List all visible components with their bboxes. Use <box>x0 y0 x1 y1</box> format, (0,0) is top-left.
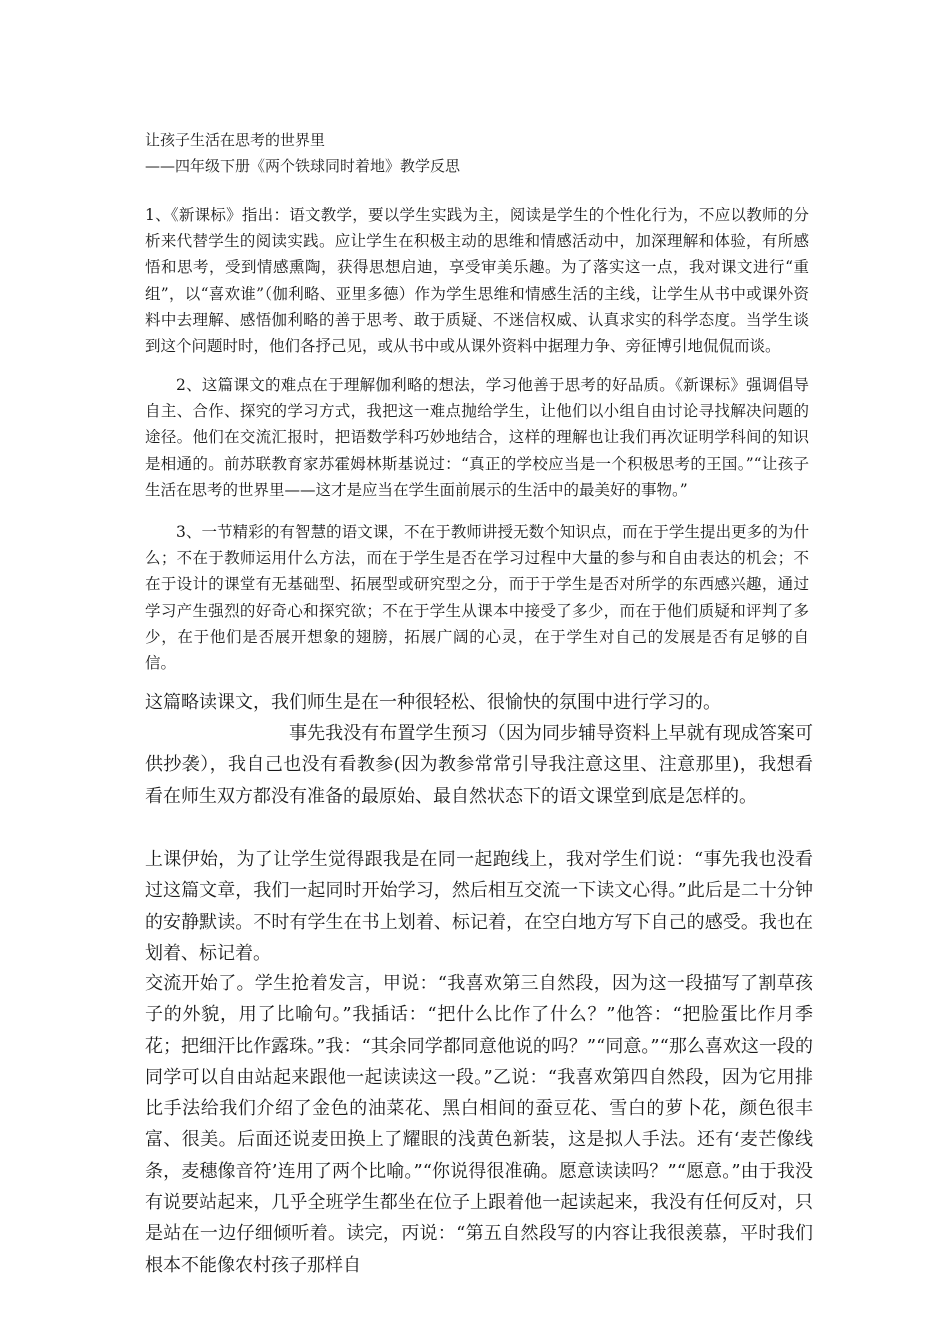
reflection-point-1: 1、《新课标》指出：语文教学，要以学生实践为主，阅读是学生的个性化行为，不应以教师的分析来代替学生的阅读实践。应让学生在积极主动的思维和情感活动中，加深理解和体验，有所感悟和思考，受到情感熏陶，获得思想启迪，享受审美乐趣。为了落实这一点，我对课文进行“重组”，以“喜欢谁”（伽利略、亚里多德）作为学生思维和情感生活的主线，让学生从书中或课外资料中去理解、感悟伽利略的善于思考、敢于质疑、不迷信权威、认真求实的科学态度。当学生谈到这个问题时时，他们各抒己见，或从书中或从课外资料中据理力争、旁征博引地侃侃而谈。 <box>145 206 809 356</box>
reflection-point-2: 2、这篇课文的难点在于理解伽利略的想法，学习他善于思考的好品质。《新课标》强调倡导自主、合作、探究的学习方式，我把这一难点抛给学生，让他们以小组自由讨论寻找解决问题的途径。他们在交流汇报时，把语数学科巧妙地结合，这样的理解也让我们再次证明学科间的知识是相通的。前苏联教育家苏霍姆林斯基说过：“真正的学校应当是一个积极思考的王国。”“让孩子生活在思考的世界里——这才是应当在学生面前展示的生活中的最美好的事物。” <box>145 376 809 499</box>
body-paragraph: 上课伊始，为了让学生觉得跟我是在同一起跑线上，我对学生们说：“事先我也没看过这篇文章，我们一起同时开始学习，然后相互交流一下读文心得。”此后是二十分钟的安静默读。不时有学生在书上划着、标记着，在空白地方写下自己的感受。我也在划着、标记着。 <box>145 849 813 964</box>
document-title: 让孩子生活在思考的世界里 <box>145 131 326 149</box>
body-paragraph: 交流开始了。学生抢着发言，甲说：“我喜欢第三自然段，因为这一段描写了割草孩子的外貌，用了比喻句。”我插话：“把什么比作了什么？”他答：“把脸蛋比作月季花；把细汗比作露珠。”我：“其余同学都同意他说的吗？”“同意。”“那么喜欢这一段的同学可以自由站起来跟他一起读读这一段。”乙说：“我喜欢第四自然段，因为它用排比手法给我们介绍了金色的油菜花、黑白相间的蚕豆花、雪白的萝卜花，颜色很丰富、很美。后面还说麦田换上了耀眼的浅黄色新装，这是拟人手法。还有‘麦芒像线条，麦穗像音符’连用了两个比喻。”“你说得很准确。愿意读读吗？”“愿意。”由于我没有说要站起来，几乎全班学生都坐在位子上跟着他一起读起来，我没有任何反对，只是站在一边仔细倾听着。读完，丙说：“第五自然段写的内容让我很羡慕，平时我们根本不能像农村孩子那样自 <box>145 973 813 1276</box>
document-subtitle: ——四年级下册《两个铁球同时着地》教学反思 <box>145 157 461 175</box>
body-paragraph: 这篇略读课文，我们师生是在一种很轻松、很愉快的氛围中进行学习的。 <box>145 692 721 713</box>
body-paragraph: 事先我没有布置学生预习（因为同步辅导资料上早就有现成答案可供抄袭），我自己也没有看教参(因为教参常常引导我注意这里、注意那里)，我想看看在师生双方都没有准备的最原始、最自然状态下的语文课堂到底是怎样的。 <box>145 723 813 807</box>
reflection-point-3: 3、一节精彩的有智慧的语文课，不在于教师讲授无数个知识点，而在于学生提出更多的为什么；不在于教师运用什么方法，而在于学生是否在学习过程中大量的参与和自由表达的机会；不在于设计的课堂有无基础型、拓展型或研究型之分，而于于学生是否对所学的东西感兴趣，通过学习产生强烈的好奇心和探究欲；不在于学生从课本中接受了多少，而在于他们质疑和评判了多少，在于他们是否展开想象的翅膀，拓展广阔的心灵，在于学生对自己的发展是否有足够的自信。 <box>145 523 809 673</box>
